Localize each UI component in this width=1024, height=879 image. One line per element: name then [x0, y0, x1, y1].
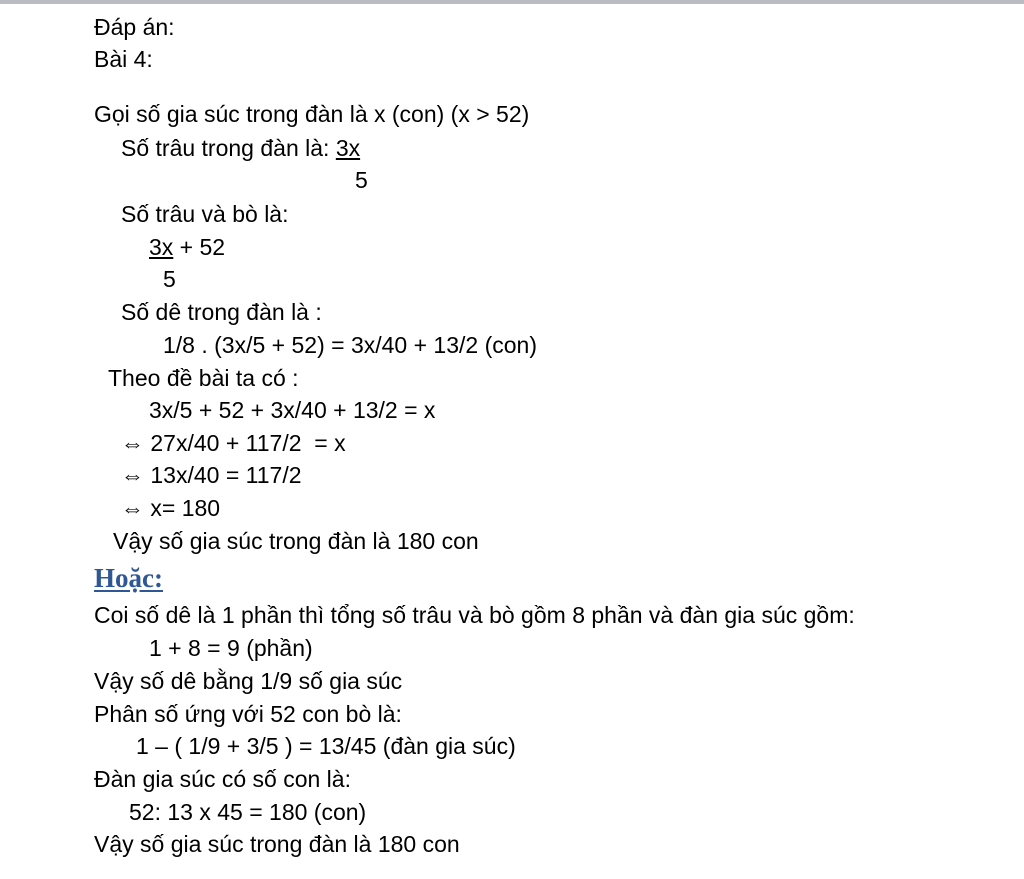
buffalo-cow-numerator: 3x: [149, 234, 174, 260]
buffalo-fraction-numerator: 3x: [335, 135, 361, 161]
buffalo-count-line: [121, 135, 360, 161]
variable-definition: Gọi số gia súc trong đàn là x (con) (x > 52): [94, 101, 530, 127]
buffalo-fraction-denominator: 5: [355, 167, 368, 193]
premise-label: Theo đề bài ta có :: [108, 365, 299, 391]
parts-equation: 1 + 8 = 9 (phần): [149, 635, 313, 661]
buffalo-cow-expression: [149, 234, 225, 260]
buffalo-cow-plus: + 52: [173, 234, 226, 260]
goat-equation: 1/8 . (3x/5 + 52) = 3x/40 + 13/2 (con): [163, 332, 537, 358]
alternative-heading: Hoặc:: [94, 563, 163, 593]
answer-heading: Đáp án:: [94, 14, 175, 40]
conclusion-2: Vậy số gia súc trong đàn là 180 con: [94, 831, 460, 857]
buffalo-cow-label: Số trâu và bò là:: [121, 201, 289, 227]
equation-4: ⇔ x= 180: [121, 495, 221, 521]
goat-fraction-line: Vậy số dê bằng 1/9 số gia súc: [94, 668, 403, 694]
conclusion-1: Vậy số gia súc trong đàn là 180 con: [113, 528, 479, 554]
herd-count-equation: 52: 13 x 45 = 180 (con): [129, 799, 367, 825]
herd-count-label: Đàn gia súc có số con là:: [94, 766, 351, 792]
cow-fraction-label: Phân số ứng với 52 con bò là:: [94, 701, 402, 727]
equation-1: 3x/5 + 52 + 3x/40 + 13/2 = x: [149, 397, 436, 423]
goat-count-label: Số dê trong đàn là :: [121, 299, 322, 325]
alt-premise: Coi số dê là 1 phần thì tổng số trâu và bò gồm 8 phần và đàn gia súc gồm:: [94, 602, 855, 628]
top-border: [0, 0, 1024, 4]
cow-fraction-equation: 1 – ( 1/9 + 3/5 ) = 13/45 (đàn gia súc): [136, 733, 516, 759]
equation-2: ⇔ 27x/40 + 117/2 = x: [121, 430, 346, 456]
buffalo-cow-denominator: 5: [163, 266, 176, 292]
buffalo-count-label: Số trâu trong đàn là:: [121, 135, 336, 161]
equation-3: ⇔ 13x/40 = 117/2: [121, 462, 302, 488]
exercise-label: Bài 4:: [94, 46, 153, 72]
